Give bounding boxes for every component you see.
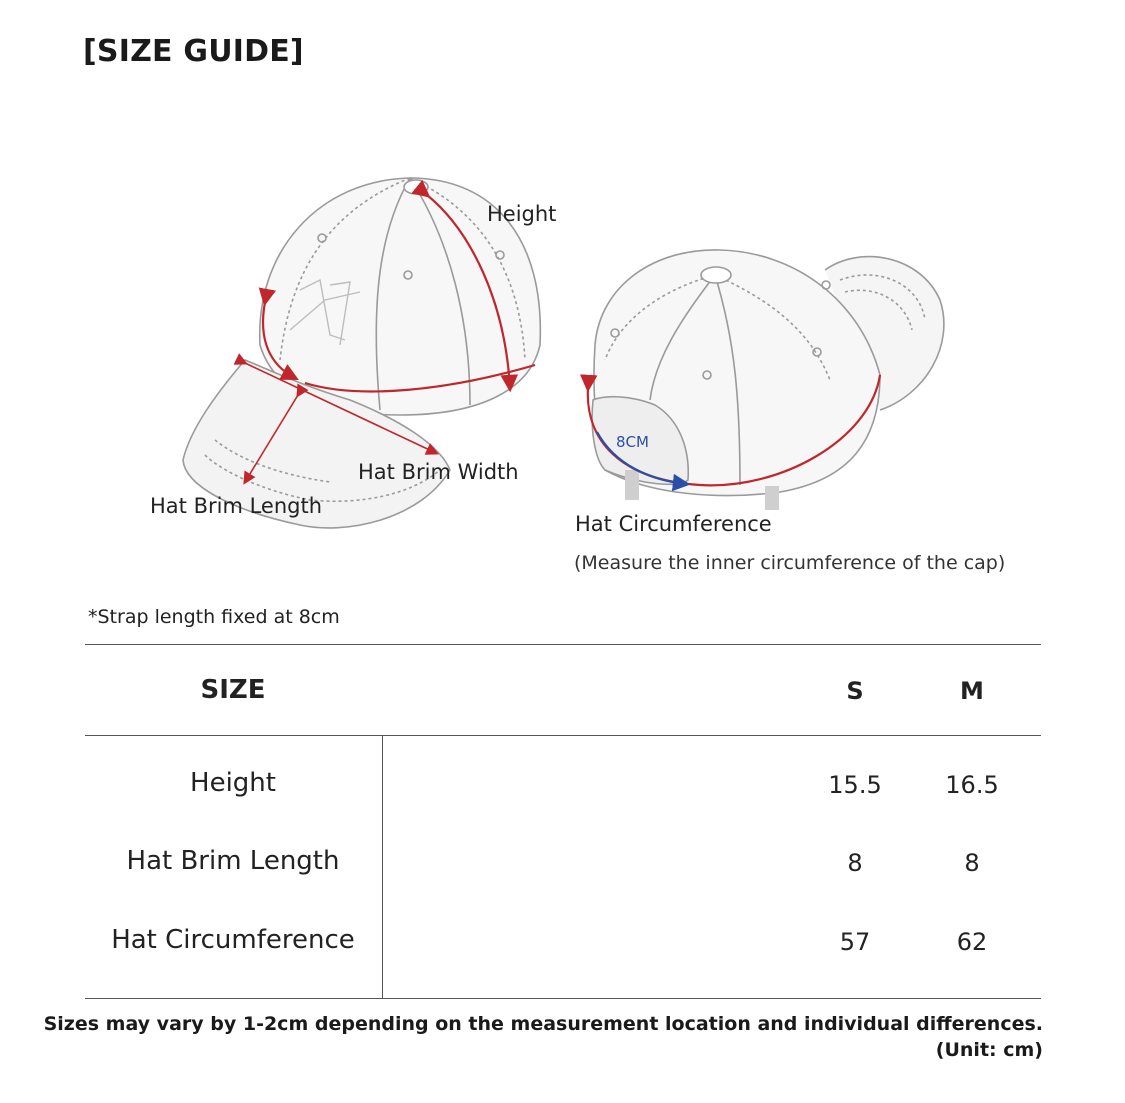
row-label-height: Height: [190, 768, 276, 798]
brim-length-s-value: 8: [847, 849, 863, 877]
height-s-value: 15.5: [828, 771, 882, 799]
size-header: SIZE: [200, 675, 266, 705]
circumference-label: Hat Circumference: [575, 512, 772, 536]
disclaimer: Sizes may vary by 1-2cm depending on the measurement location and individual differences.: [43, 1013, 1043, 1035]
table-column-divider: [382, 736, 383, 998]
strap-note: *Strap length fixed at 8cm: [88, 606, 340, 628]
brim-width-label: Hat Brim Width: [358, 460, 519, 484]
back-cap-illustration: [592, 250, 944, 510]
brim-length-m-value: 8: [964, 849, 980, 877]
height-m-value: 16.5: [945, 771, 999, 799]
table-top-rule: [85, 644, 1041, 645]
table-header-rule: [85, 735, 1041, 736]
size-col-s: S: [846, 677, 864, 705]
strap-length-label: 8CM: [616, 433, 649, 451]
unit-note: (Unit: cm): [935, 1039, 1043, 1061]
table-bottom-rule: [85, 998, 1041, 999]
circumference-m-value: 62: [956, 928, 988, 956]
circumference-s-value: 57: [839, 928, 871, 956]
height-label: Height: [487, 202, 557, 226]
page-title: [SIZE GUIDE]: [83, 34, 304, 69]
circumference-note: (Measure the inner circumference of the cap): [574, 552, 1006, 574]
size-col-m: M: [960, 677, 984, 705]
brim-length-label: Hat Brim Length: [150, 494, 323, 518]
row-label-brim-length: Hat Brim Length: [126, 846, 340, 876]
row-label-circumference: Hat Circumference: [111, 925, 355, 955]
